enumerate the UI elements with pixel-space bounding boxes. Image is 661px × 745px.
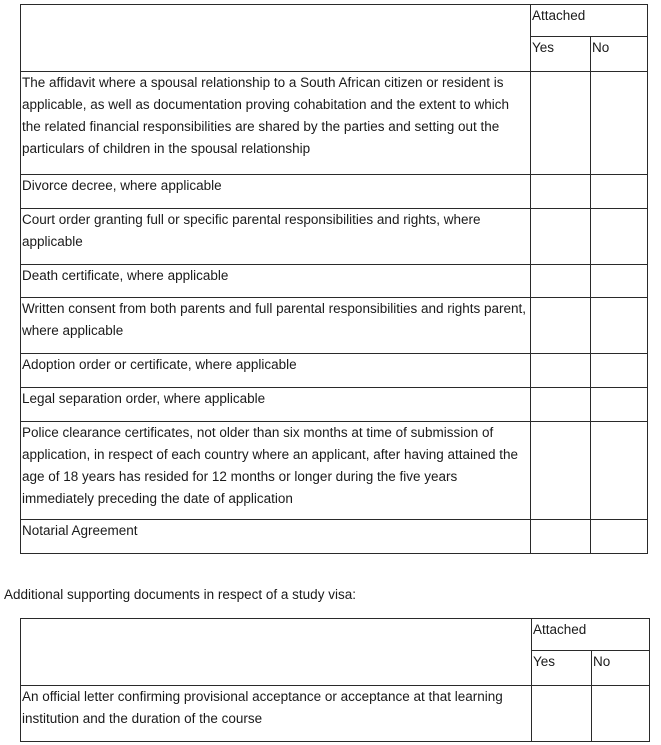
- yes-checkbox-cell[interactable]: [531, 354, 591, 388]
- yes-checkbox-cell[interactable]: [531, 422, 591, 520]
- document-label: Legal separation order, where applicable: [21, 388, 531, 422]
- table-row: [21, 388, 648, 422]
- no-checkbox-cell[interactable]: [591, 265, 648, 298]
- study-visa-documents-table: [20, 618, 650, 742]
- table-row: [21, 209, 648, 265]
- study-visa-caption: Additional supporting documents in respect of a study visa:: [4, 587, 356, 602]
- yes-header: Yes: [531, 37, 591, 72]
- document-label: Death certificate, where applicable: [21, 265, 531, 298]
- no-checkbox-cell[interactable]: [591, 422, 648, 520]
- document-label: Adoption order or certificate, where applicable: [21, 354, 531, 388]
- document-label: Court order granting full or specific parental responsibilities and rights, where applicable: [21, 209, 531, 265]
- attached-header: Attached: [531, 5, 648, 37]
- no-header: No: [592, 651, 650, 686]
- attached-header: Attached: [532, 619, 650, 651]
- no-checkbox-cell[interactable]: [591, 209, 648, 265]
- yes-checkbox-cell[interactable]: [531, 520, 591, 554]
- header-blank-cell: [21, 5, 531, 72]
- document-label: Divorce decree, where applicable: [21, 175, 531, 209]
- table-row: [21, 354, 648, 388]
- yes-checkbox-cell[interactable]: [531, 209, 591, 265]
- document-label: Police clearance certificates, not older than six months at time of submission of application, in respect of each country where an applicant, after having attained the age of 18 years has resided for 12 months or longer during the five years immediately preceding the date of application: [21, 422, 531, 520]
- yes-checkbox-cell[interactable]: [531, 298, 591, 354]
- yes-checkbox-cell[interactable]: [531, 72, 591, 175]
- attached-documents-table: [20, 4, 648, 554]
- yes-checkbox-cell[interactable]: [531, 175, 591, 209]
- table-row: [21, 686, 650, 742]
- no-checkbox-cell[interactable]: [591, 72, 648, 175]
- no-checkbox-cell[interactable]: [591, 354, 648, 388]
- document-label: An official letter confirming provisional acceptance or acceptance at that learning institution and the duration of the course: [21, 686, 532, 742]
- yes-checkbox-cell[interactable]: [531, 388, 591, 422]
- table-row: [21, 72, 648, 175]
- no-checkbox-cell[interactable]: [591, 175, 648, 209]
- no-header: No: [591, 37, 648, 72]
- document-label: The affidavit where a spousal relationship to a South African citizen or resident is applicable, as well as documentation proving cohabitation and the extent to which the related financial responsibilities are shared by the parties and setting out the particulars of children in the spousal relationship: [21, 72, 531, 175]
- header-blank-cell: [21, 619, 532, 686]
- no-checkbox-cell[interactable]: [591, 388, 648, 422]
- no-checkbox-cell[interactable]: [592, 686, 650, 742]
- yes-header: Yes: [532, 651, 592, 686]
- table-row: [21, 520, 648, 554]
- document-label: Notarial Agreement: [21, 520, 531, 554]
- yes-checkbox-cell[interactable]: [531, 265, 591, 298]
- table-row: [21, 175, 648, 209]
- no-checkbox-cell[interactable]: [591, 520, 648, 554]
- table-row: [21, 422, 648, 520]
- yes-checkbox-cell[interactable]: [532, 686, 592, 742]
- table-row: [21, 298, 648, 354]
- document-label: Written consent from both parents and full parental responsibilities and rights parent, where applicable: [21, 298, 531, 354]
- table-row: [21, 265, 648, 298]
- no-checkbox-cell[interactable]: [591, 298, 648, 354]
